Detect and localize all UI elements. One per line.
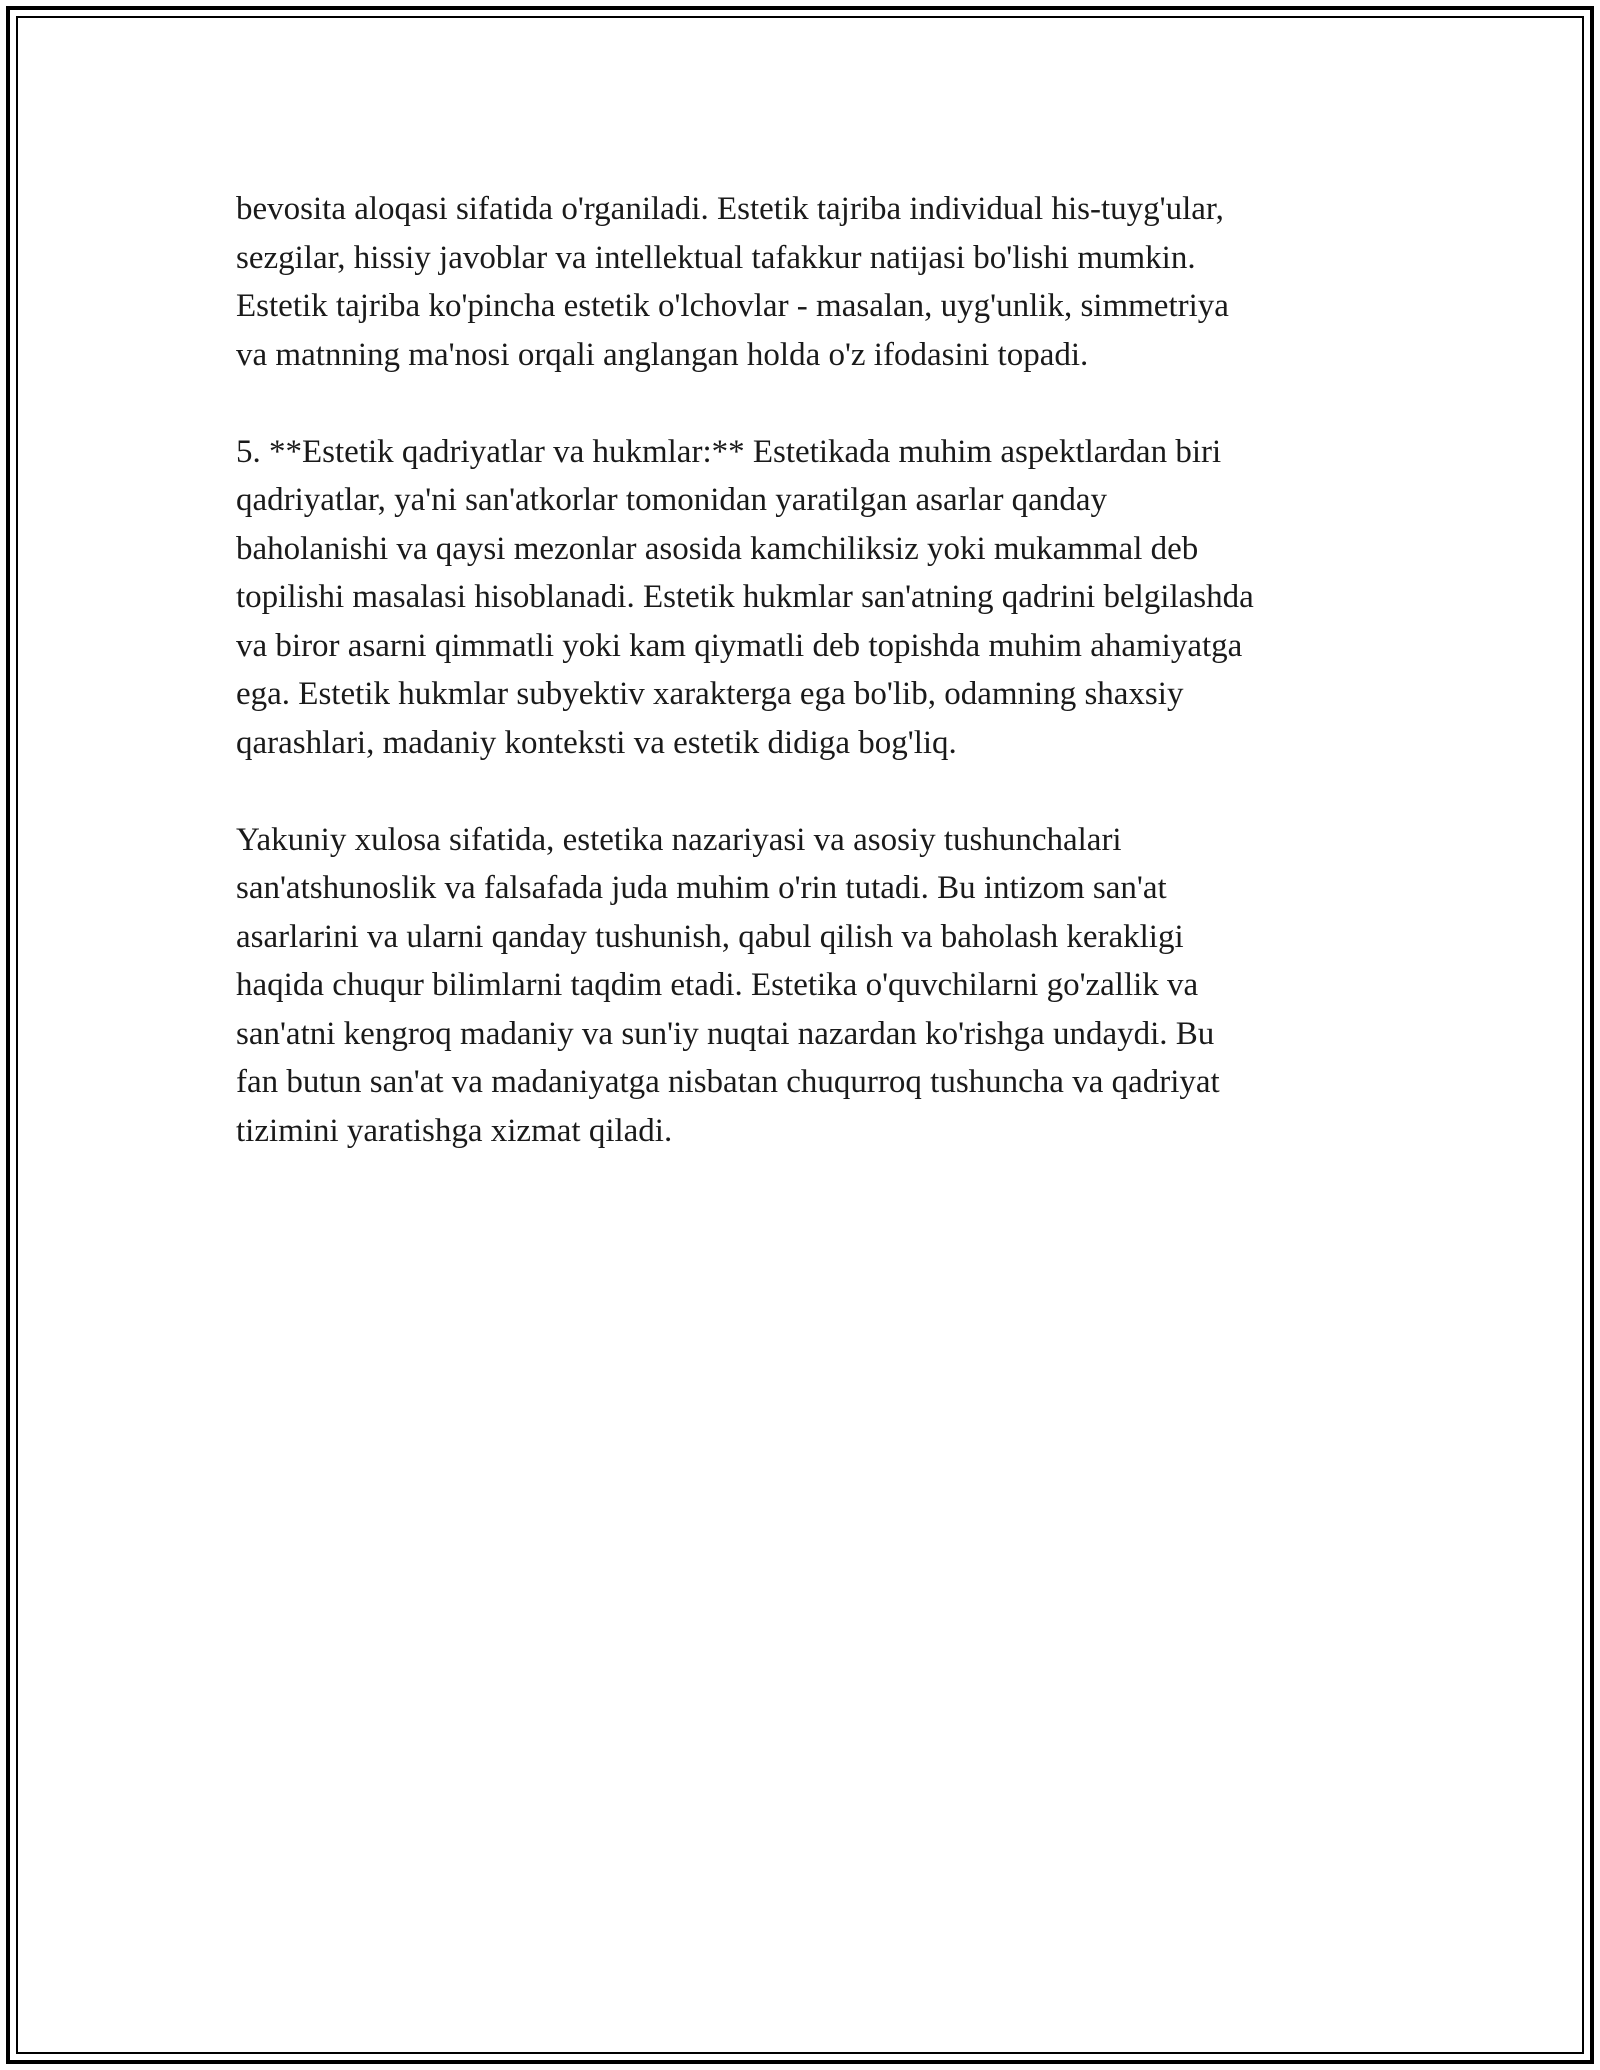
text-line: Yakuniy xulosa sifatida, estetika nazariyasi va asosiy tushunchalari <box>236 821 1122 858</box>
document-body <box>236 185 1386 1204</box>
text-line: san'atshunoslik va falsafada juda muhim o'rin tutadi. Bu intizom san'at <box>236 870 1167 906</box>
text-line: fan butun san'at va madaniyatga nisbatan chuqurroq tushuncha va qadriyat <box>236 1064 1220 1100</box>
text-line: asarlarini va ularni qanday tushunish, qabul qilish va baholash kerakligi <box>236 918 1184 955</box>
text-line: san'atni kengroq madaniy va sun'iy nuqtai nazardan ko'rishga undaydi. Bu <box>236 1015 1215 1052</box>
text-line: sezgilar, hissiy javoblar va intellektual tafakkur natijasi bo'lishi mumkin. <box>236 239 1196 276</box>
text-line: haqida chuqur bilimlarni taqdim etadi. Estetika o'quvchilarni go'zallik va <box>236 967 1199 1003</box>
text-line: va biror asarni qimmatli yoki kam qiymatli deb topishda muhim ahamiyatga <box>236 627 1243 664</box>
text-line: va matnning ma'nosi orqali anglangan holda o'z ifodasini topadi. <box>236 336 1089 373</box>
text-line: 5. **Estetik qadriyatlar va hukmlar:** Estetikada muhim aspektlardan biri <box>236 433 1222 470</box>
text-line: topilishi masalasi hisoblanadi. Estetik hukmlar san'atning qadrini belgilashda <box>236 579 1254 615</box>
text-line: qadriyatlar, ya'ni san'atkorlar tomonidan yaratilgan asarlar qanday <box>236 482 1107 518</box>
text-line: tizimini yaratishga xizmat qiladi. <box>236 1112 673 1149</box>
text-line: qarashlari, madaniy konteksti va estetik didiga bog'liq. <box>236 724 957 761</box>
paragraph-aesthetic-values <box>236 428 1386 768</box>
text-line: ega. Estetik hukmlar subyektiv xarakterga ega bo'lib, odamning shaxsiy <box>236 676 1184 712</box>
text-line: bevosita aloqasi sifatida o'rganiladi. Estetik tajriba individual his-tuyg'ular, <box>236 191 1224 227</box>
paragraph-conclusion <box>236 816 1386 1156</box>
text-line: Estetik tajriba ko'pincha estetik o'lchovlar - masalan, uyg'unlik, simmetriya <box>236 288 1229 324</box>
text-line: baholanishi va qaysi mezonlar asosida kamchiliksiz yoki mukammal deb <box>236 530 1199 567</box>
paragraph-aesthetic-experience <box>236 185 1386 379</box>
